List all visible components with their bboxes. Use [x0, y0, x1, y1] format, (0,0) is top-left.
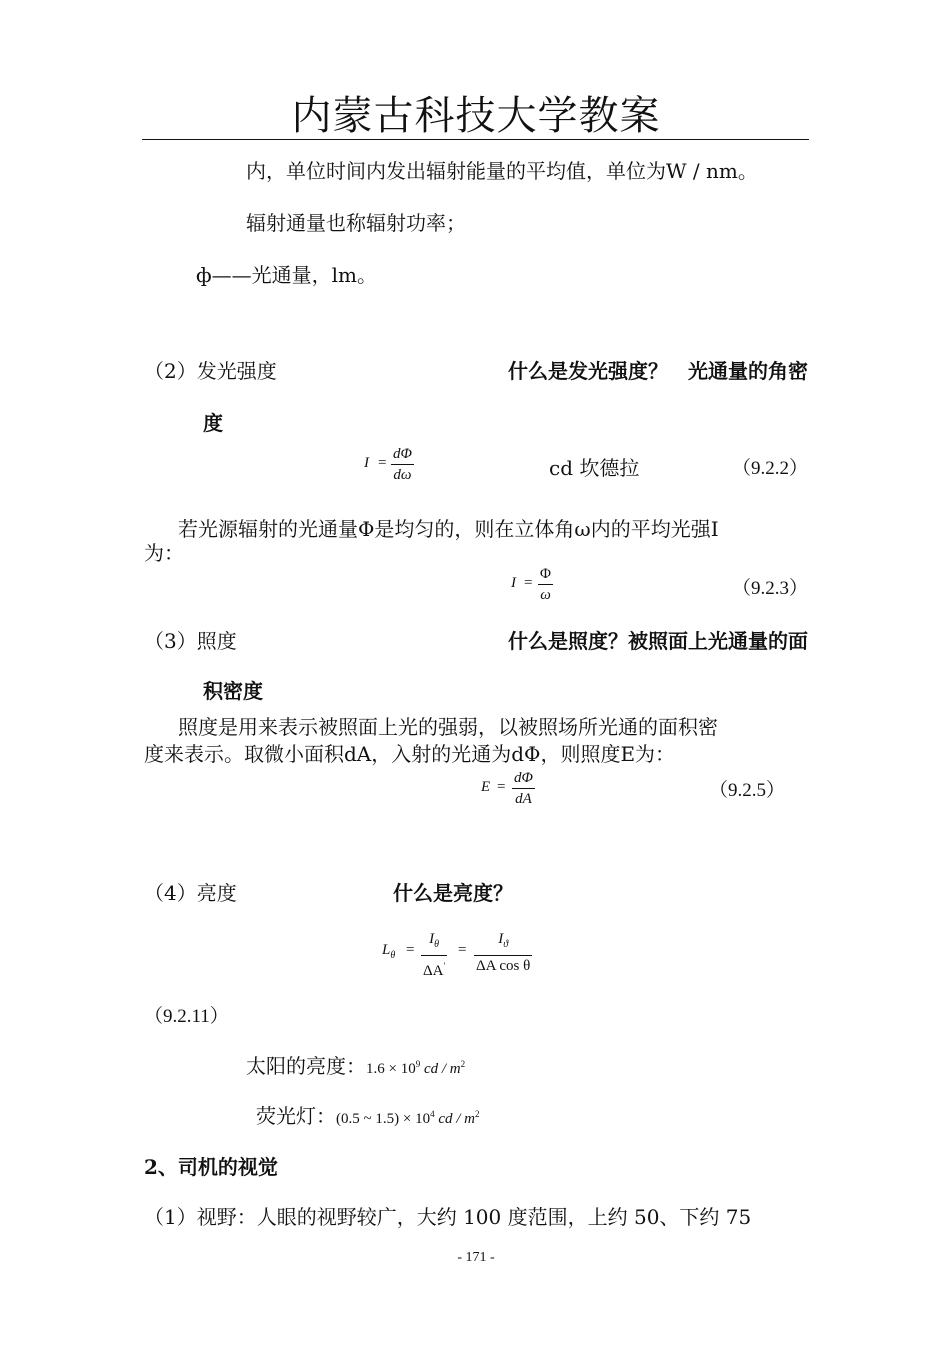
formula-fraction [512, 768, 535, 809]
fraction-denominator: ΔA cos θ [476, 958, 531, 974]
formula-lhs: $L_\theta$ [382, 942, 396, 961]
fraction-numerator: $I_\theta$ [421, 929, 447, 956]
section-label: （2）发光强度 [144, 359, 277, 383]
paragraph-line: 度来表示。取微小面积dA，入射的光通为dΦ，则照度E为： [144, 742, 676, 766]
paragraph-line: （1）视野：人眼的视野较广，大约 100 度范围，上约 50、下约 75 [144, 1205, 752, 1229]
fraction-denominator: ΔA' [423, 961, 446, 979]
formula-eq: = [524, 575, 533, 591]
paragraph-line: 若光源辐射的光通量Φ是均匀的，则在立体角ω内的平均光强I [178, 517, 719, 541]
formula-eq: = [458, 942, 467, 958]
page-number: - 171 - [457, 1250, 495, 1265]
fraction-denominator: dA [515, 791, 532, 807]
formula-eq: = [497, 779, 506, 795]
fraction-numerator: Φ [538, 564, 553, 585]
section-heading: 2、司机的视觉 [144, 1155, 278, 1179]
formula-eq: = [378, 455, 387, 471]
formula-fraction [474, 929, 532, 976]
formula-lhs: I [364, 455, 369, 471]
section-question: 什么是发光强度？ 光通量的角密 [508, 359, 808, 383]
fraction-numerator: dΦ [391, 444, 414, 465]
formula-eq: = [406, 942, 415, 958]
section-label: （4）亮度 [144, 881, 237, 905]
formula-fraction [391, 444, 414, 485]
unit-label: cd 坎德拉 [549, 456, 640, 480]
equation-number: （9.2.5） [708, 780, 785, 801]
equation-number: （9.2.11） [144, 1006, 229, 1027]
text-line: ф——光通量，lm。 [196, 263, 378, 287]
section-question: 什么是亮度？ [393, 881, 513, 905]
paragraph-line: 为： [144, 541, 184, 565]
formula-fraction [421, 929, 447, 981]
header-rule [142, 139, 809, 140]
equation-number: （9.2.2） [731, 458, 808, 479]
text-line: 辐射通量也称辐射功率； [246, 211, 466, 235]
formula-lhs: E [481, 779, 491, 795]
fraction-numerator: $I_ϑ$ [474, 929, 532, 956]
page-header-title: 内蒙古科技大学教案 [291, 93, 661, 139]
text-line: 内，单位时间内发出辐射能量的平均值，单位为W / nm。 [246, 159, 758, 183]
lamp-luminance-line: 荧光灯：(0.5 ~ $1.5) \times 10^4$ cd / $m^2$ [256, 1104, 480, 1128]
equation-number: （9.2.3） [731, 578, 808, 599]
formula-lhs: I [511, 575, 516, 591]
fraction-denominator: ω [540, 587, 551, 603]
section-question-cont: 度 [203, 411, 223, 435]
paragraph-line: 照度是用来表示被照面上光的强弱，以被照场所光通的面积密 [178, 715, 718, 739]
formula-fraction [538, 564, 553, 605]
section-label: （3）照度 [144, 629, 237, 653]
section-question-cont: 积密度 [203, 679, 263, 703]
section-question: 什么是照度？被照面上光通量的面 [508, 629, 808, 653]
sun-luminance-line: 太阳的亮度：$1.6 \times 10^9$ cd / $m^2$ [246, 1054, 466, 1078]
fraction-numerator: dΦ [512, 768, 535, 789]
fraction-denominator: dω [393, 467, 412, 483]
